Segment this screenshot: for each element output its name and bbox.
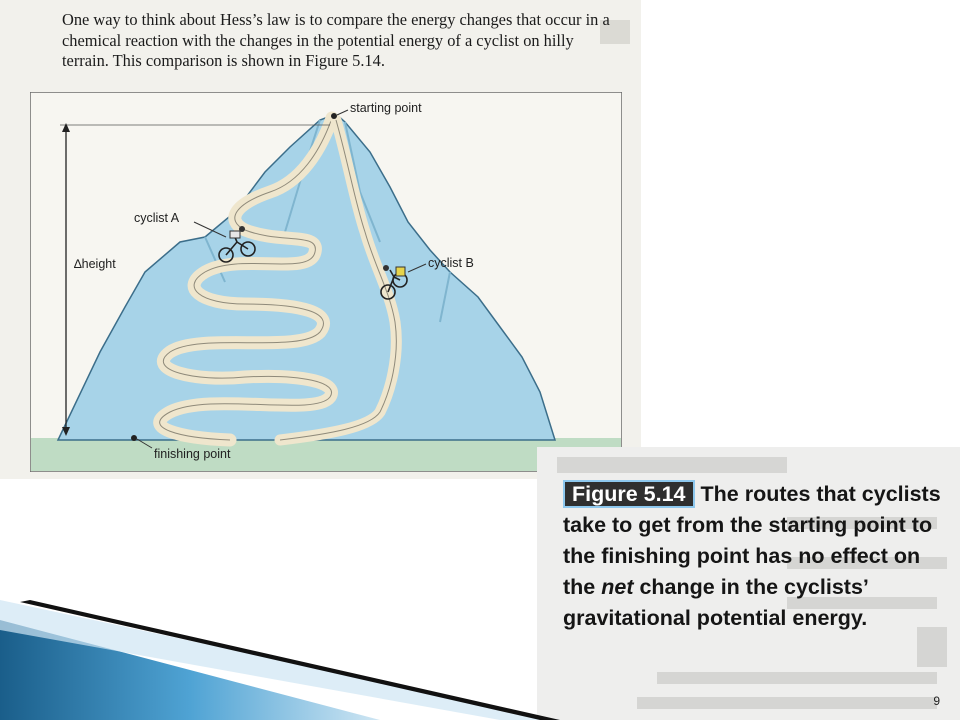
cyclist-a-label: cyclist A [134, 211, 180, 225]
intro-paragraph: One way to think about Hess’s law is to compare the energy changes that occur in a chemical reaction with the changes in the potential energy of a cyclist on hilly terrain. This comparison is shown in Figure 5.14. [62, 10, 610, 70]
caption-scan [537, 447, 960, 720]
ground [31, 438, 621, 471]
starting-point-dot [331, 113, 337, 119]
figure-caption [563, 479, 953, 634]
caption-net-word: net [601, 575, 634, 599]
page-number: 9 [933, 694, 940, 708]
figure-label: Figure 5.14 [563, 480, 695, 508]
hess-law-cyclist-figure [30, 92, 622, 472]
slide-corner-decoration [0, 600, 560, 720]
delta-height-label: ∆height [74, 257, 116, 271]
finishing-point-label: finishing point [154, 447, 231, 461]
textbook-scan [0, 0, 641, 479]
finishing-point-dot [131, 435, 137, 441]
starting-point-label: starting point [350, 101, 422, 115]
cyclist-b-label: cyclist B [428, 256, 474, 270]
caption-text-after: change in the cyclists’ gravitational potential energy. [563, 575, 868, 630]
caption-text-before: The routes that cyclists take to get from the starting point to the finishing point has no effect on the [563, 482, 941, 599]
